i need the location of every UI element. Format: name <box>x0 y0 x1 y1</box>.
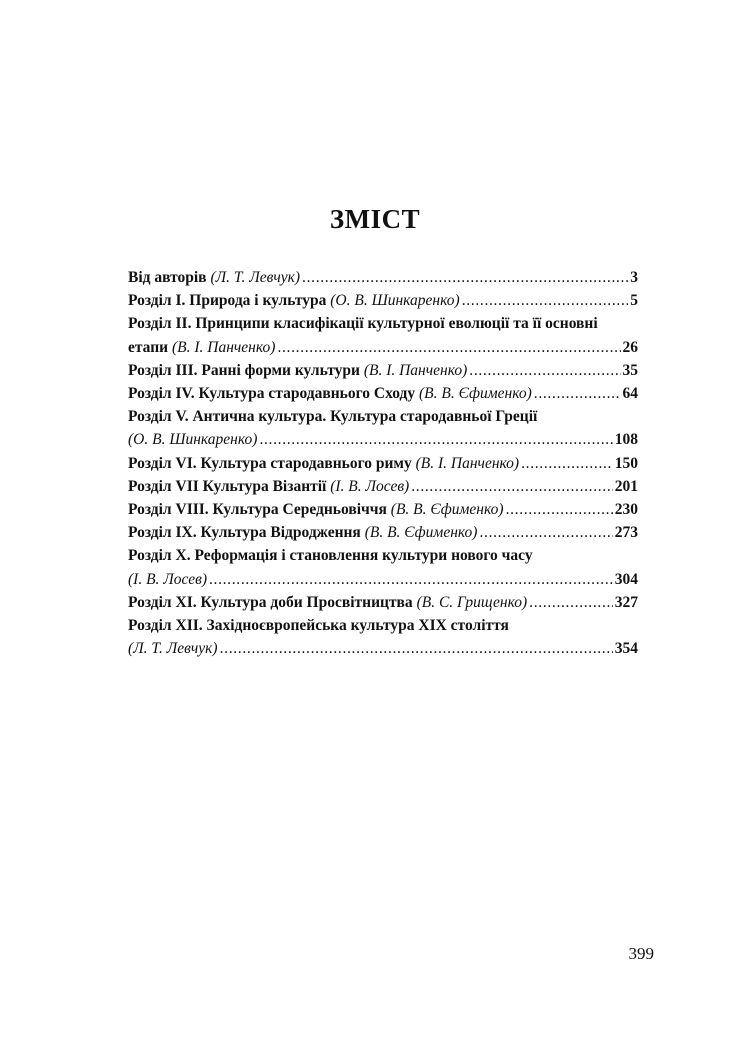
toc-entry-chapter-12[interactable] <box>128 614 638 660</box>
toc-chapter-title: Принципи класифікації культурної еволюції та її основні <box>195 315 598 333</box>
dot-leader <box>469 359 620 382</box>
toc-page-number: 108 <box>614 431 638 449</box>
toc-chapter-title: Антична культура. Культура стародавньої Греції <box>192 408 538 426</box>
toc-chapter-title: Культура стародавнього риму <box>200 454 412 472</box>
toc-chapter-title: Культура Візантії <box>202 477 327 495</box>
dot-leader <box>479 521 612 544</box>
toc-chapter-title: Культура Відродження <box>200 524 361 542</box>
toc-author: (О. В. Шинкаренко) <box>330 292 460 310</box>
toc-chapter-label: Розділ ХІ. <box>128 593 197 611</box>
toc-chapter-label: Розділ ХІІ. <box>128 617 203 635</box>
toc-chapter-label: Розділ І. <box>128 292 186 310</box>
toc-page-number: 327 <box>614 593 638 611</box>
toc-page-number: 26 <box>622 338 638 356</box>
toc-author: (В. С. Грищенко) <box>416 593 528 611</box>
toc-author: (В. В. Єфименко) <box>364 524 478 542</box>
toc-author: (В. І. Панченко) <box>363 361 468 379</box>
toc-entry-chapter-5[interactable] <box>128 405 638 451</box>
toc-author: (Л. Т. Левчук) <box>210 269 301 286</box>
toc-entry-chapter-4[interactable] <box>128 382 638 405</box>
toc-chapter-label: Розділ VII <box>128 477 199 495</box>
toc-chapter-label: Розділ Х. <box>128 547 191 565</box>
toc-chapter-label: Розділ VI. <box>128 454 197 472</box>
dot-leader <box>529 591 613 614</box>
toc-page-number: 304 <box>614 570 638 588</box>
dot-leader <box>462 289 629 312</box>
toc-author: (І. В. Лосев) <box>128 570 207 588</box>
toc-page-number: 273 <box>614 524 638 542</box>
dot-leader <box>506 498 613 521</box>
toc-chapter-label: Розділ ІХ. <box>128 524 197 542</box>
toc-entry-preface[interactable] <box>128 266 638 289</box>
toc-page-number: 150 <box>614 454 638 472</box>
toc-page-number: 201 <box>614 477 638 495</box>
dot-leader <box>220 637 613 660</box>
toc-author: (О. В. Шинкаренко) <box>128 431 258 449</box>
toc-entry-chapter-11[interactable] <box>128 591 638 614</box>
toc-entry-chapter-9[interactable] <box>128 521 638 544</box>
toc-author: (В. В. Єфименко) <box>390 501 504 519</box>
toc-author: (В. В. Єфименко) <box>419 385 532 403</box>
toc-chapter-label: Розділ V. <box>128 408 189 426</box>
toc-chapter-title: Культура Середньовіччя <box>212 501 387 519</box>
toc-entry-chapter-7[interactable] <box>128 475 638 498</box>
toc-page-number: 3 <box>630 269 638 286</box>
toc-author: (Л. Т. Левчук) <box>128 640 218 658</box>
toc-page-number: 354 <box>614 640 638 658</box>
page-number: 399 <box>628 944 654 963</box>
toc-chapter-title: Культура доби Просвітництва <box>200 593 413 611</box>
toc-chapter-label: Розділ IV. <box>128 385 195 403</box>
page-title: ЗМІСТ <box>329 204 421 234</box>
dot-leader <box>209 568 613 591</box>
toc-chapter-title: Ранні форми культури <box>201 361 360 379</box>
toc-author: (В. І. Панченко) <box>171 338 276 356</box>
toc-chapter-label: Від авторів <box>128 269 207 286</box>
toc-chapter-label: Розділ ІІ. <box>128 315 192 333</box>
dot-leader <box>302 266 628 289</box>
toc-author: (В. І. Панченко) <box>415 454 520 472</box>
toc-chapter-label: Розділ ІІІ. <box>128 361 198 379</box>
toc-chapter-title: Західноєвропейська культура ХІХ століття <box>206 617 509 635</box>
dot-leader <box>277 336 620 359</box>
toc-entry-chapter-3[interactable] <box>128 359 638 382</box>
toc-entry-chapter-2[interactable] <box>128 312 638 358</box>
toc-entry-chapter-1[interactable] <box>128 289 638 312</box>
toc-chapter-label: Розділ VIII. <box>128 501 209 519</box>
toc-page-number: 230 <box>614 501 638 519</box>
dot-leader <box>521 452 613 475</box>
toc-chapter-title: Реформація і становлення культури нового часу <box>194 547 533 565</box>
dot-leader <box>534 382 621 405</box>
toc-page-number: 64 <box>622 385 638 403</box>
dot-leader <box>259 428 612 451</box>
toc-entry-chapter-8[interactable] <box>128 498 638 521</box>
toc-chapter-title: Природа і культура <box>189 292 327 310</box>
toc-entry-chapter-6[interactable] <box>128 452 638 475</box>
toc-chapter-title-continued: етапи <box>128 338 169 356</box>
dot-leader <box>411 475 613 498</box>
toc-entry-chapter-10[interactable] <box>128 544 638 590</box>
toc-page-number: 35 <box>622 361 638 379</box>
toc-chapter-title: Культура стародавнього Сходу <box>198 385 416 403</box>
toc-page-number: 5 <box>630 292 638 310</box>
toc-author: (І. В. Лосев) <box>330 477 410 495</box>
table-of-contents <box>128 266 638 660</box>
